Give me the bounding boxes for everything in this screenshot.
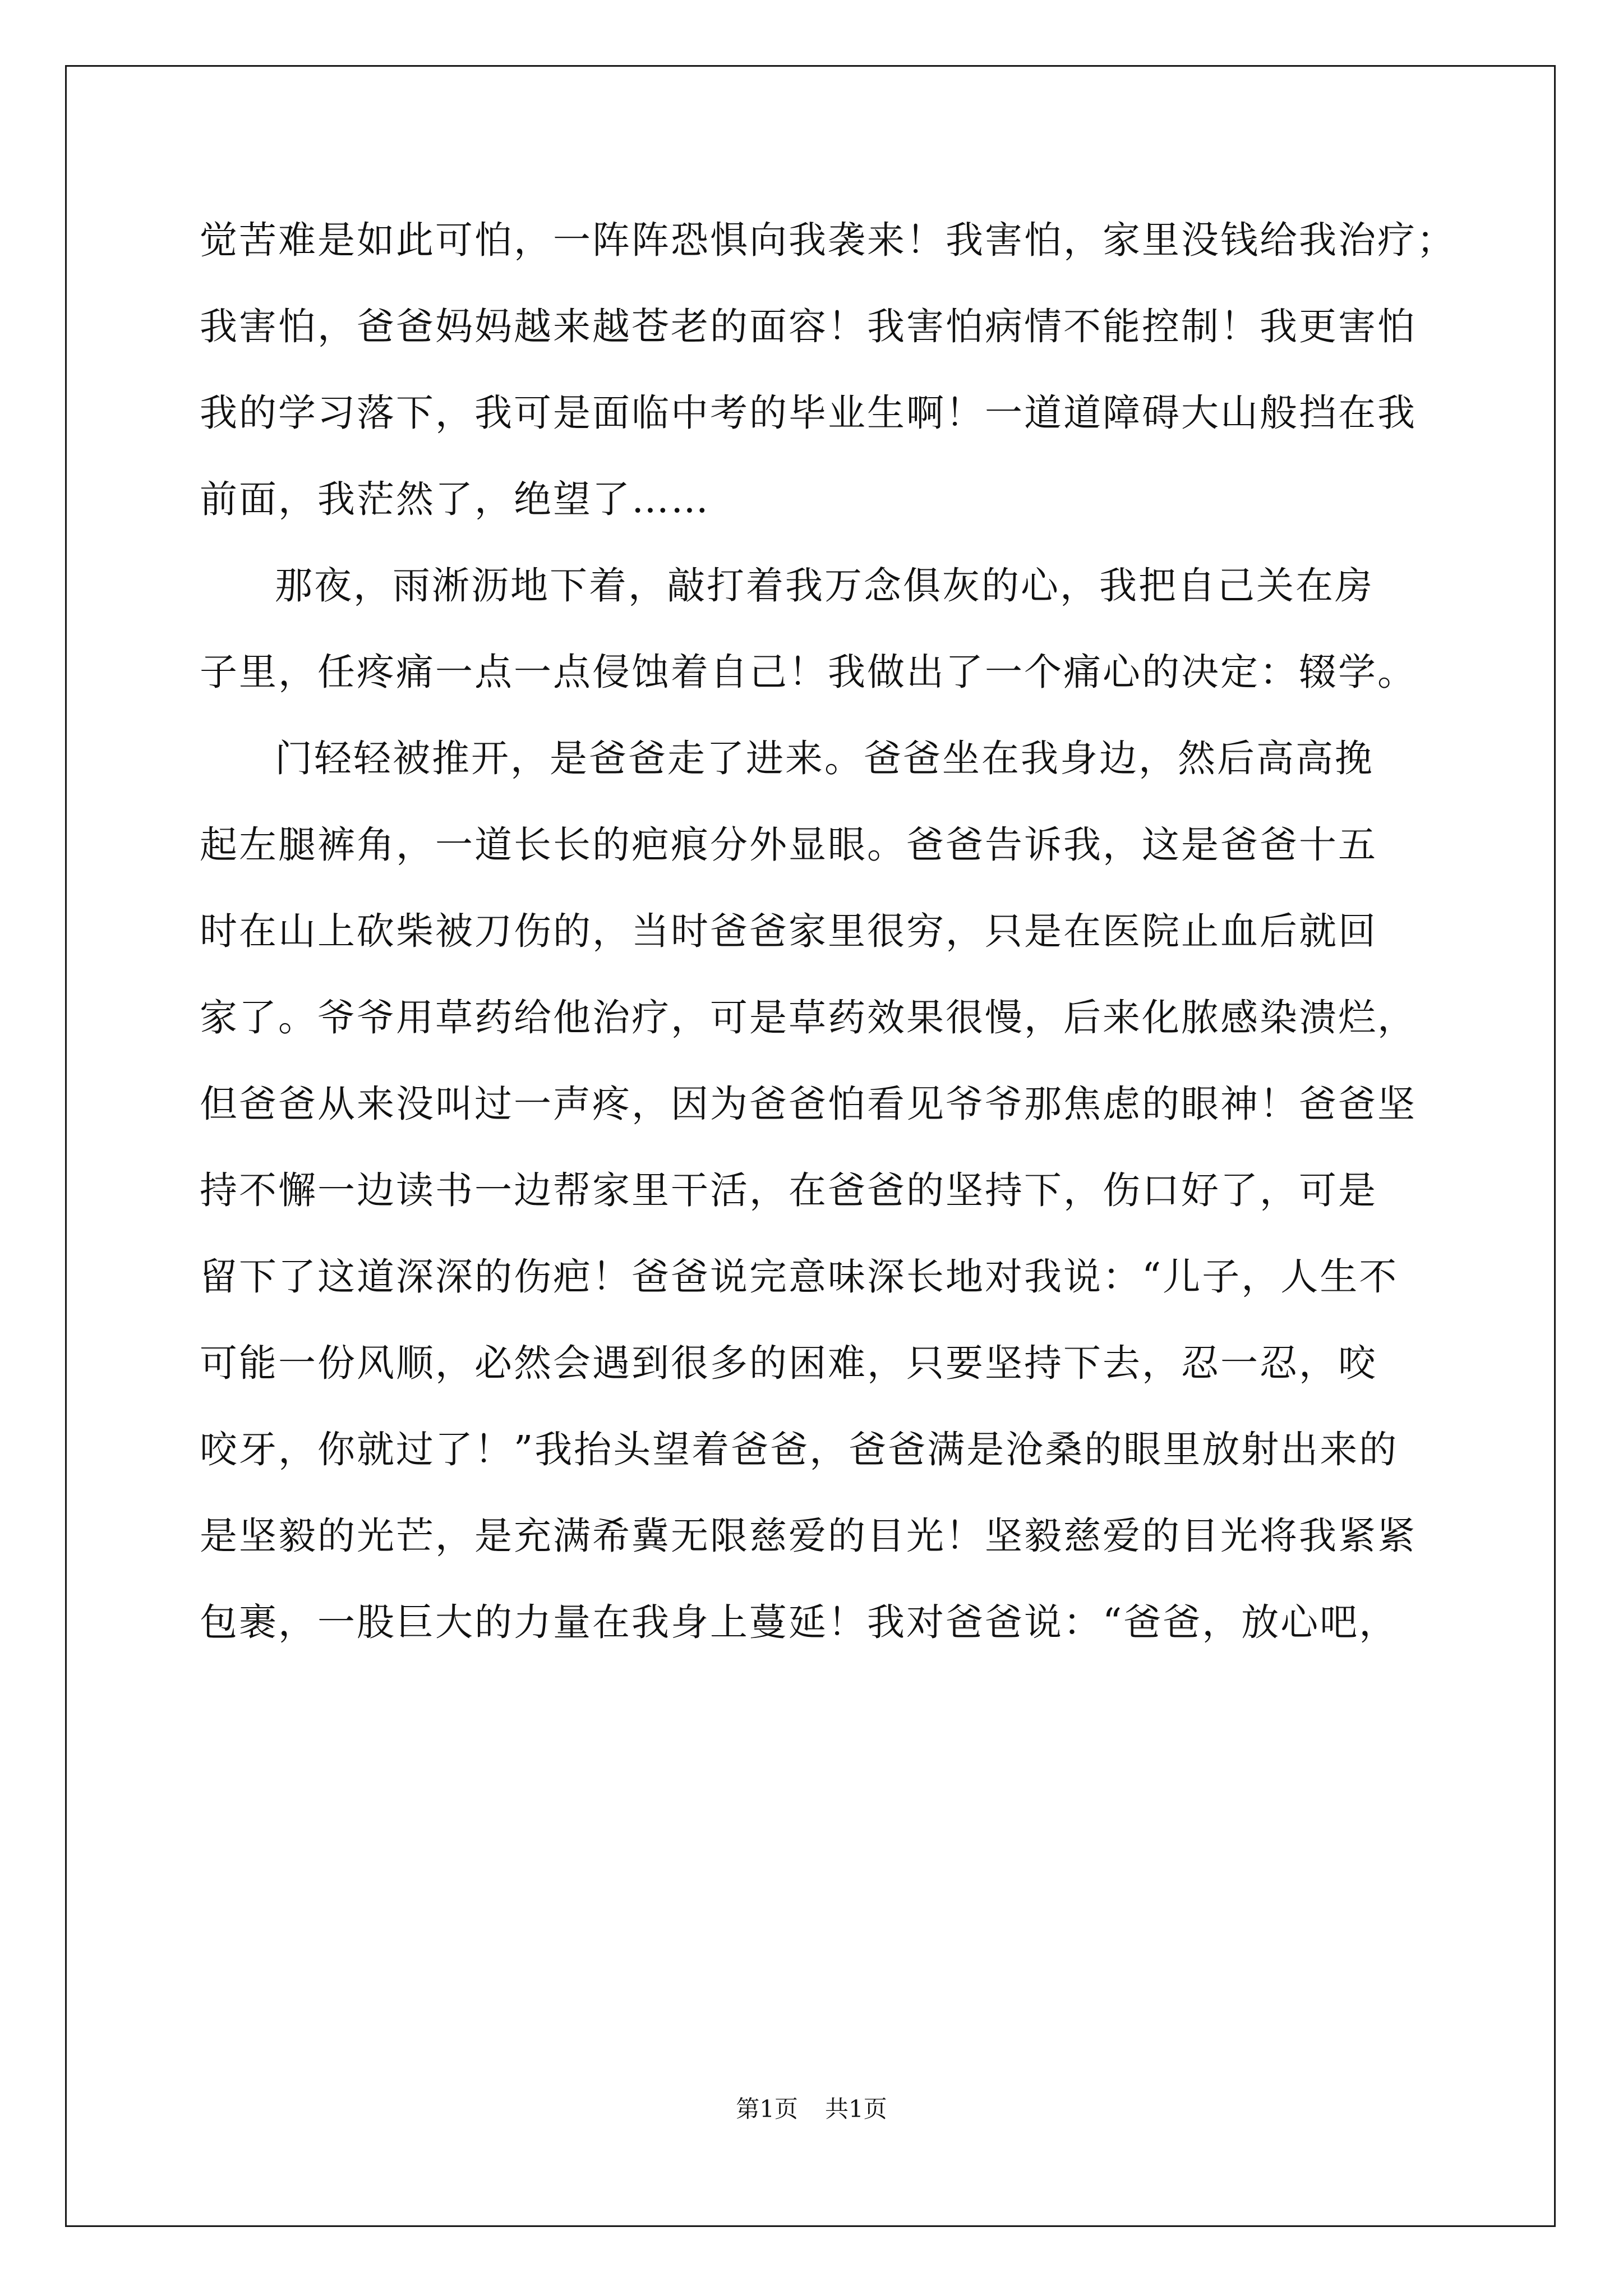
text-line: 起左腿裤角，一道长长的疤痕分外显眼。爸爸告诉我，这是爸爸十五: [200, 823, 1377, 867]
text-line: 觉苦难是如此可怕，一阵阵恐惧向我袭来！我害怕，家里没钱给我治疗；: [200, 218, 1456, 262]
text-line: 留下了这道深深的伤疤！爸爸说完意味深长地对我说：“儿子，人生不: [200, 1255, 1399, 1299]
text-line: 包裹，一股巨大的力量在我身上蔓延！我对爸爸说：“爸爸，放心吧，: [200, 1600, 1399, 1644]
text-line: 前面，我茫然了，绝望了……: [200, 477, 710, 521]
text-line: 家了。爷爷用草药给他治疗，可是草药效果很慢，后来化脓感染溃烂，: [200, 996, 1417, 1039]
paragraph-first-line: 那夜，雨淅沥地下着，敲打着我万念俱灰的心，我把自己关在房: [275, 564, 1374, 608]
page-total: 共1页: [825, 2095, 887, 2123]
document-body: [200, 197, 1456, 1665]
text-line: 我的学习落下，我可是面临中考的毕业生啊！一道道障碍大山般挡在我: [200, 391, 1417, 435]
text-line: 时在山上砍柴被刀伤的，当时爸爸家里很穷，只是在医院止血后就回: [200, 909, 1377, 953]
text-line: 咬牙，你就过了！”我抬头望着爸爸，爸爸满是沧桑的眼里放射出来的: [200, 1428, 1399, 1471]
page-footer: [0, 2091, 1623, 2124]
text-line: 子里，任疼痛一点一点侵蚀着自己！我做出了一个痛心的决定：辍学。: [200, 650, 1417, 694]
text-line: 可能一份风顺，必然会遇到很多的困难，只要坚持下去，忍一忍，咬: [200, 1341, 1377, 1385]
paragraph-first-line: 门轻轻被推开，是爸爸走了进来。爸爸坐在我身边，然后高高挽: [275, 737, 1374, 780]
text-line: 是坚毅的光芒，是充满希冀无限慈爱的目光！坚毅慈爱的目光将我紧紧: [200, 1514, 1417, 1558]
text-line: 我害怕，爸爸妈妈越来越苍老的面容！我害怕病情不能控制！我更害怕: [200, 305, 1417, 348]
page-number: 第1页: [736, 2095, 798, 2123]
text-line: 但爸爸从来没叫过一声疼，因为爸爸怕看见爷爷那焦虑的眼神！爸爸坚: [200, 1082, 1417, 1126]
text-line: 持不懈一边读书一边帮家里干活，在爸爸的坚持下，伤口好了，可是: [200, 1168, 1377, 1212]
